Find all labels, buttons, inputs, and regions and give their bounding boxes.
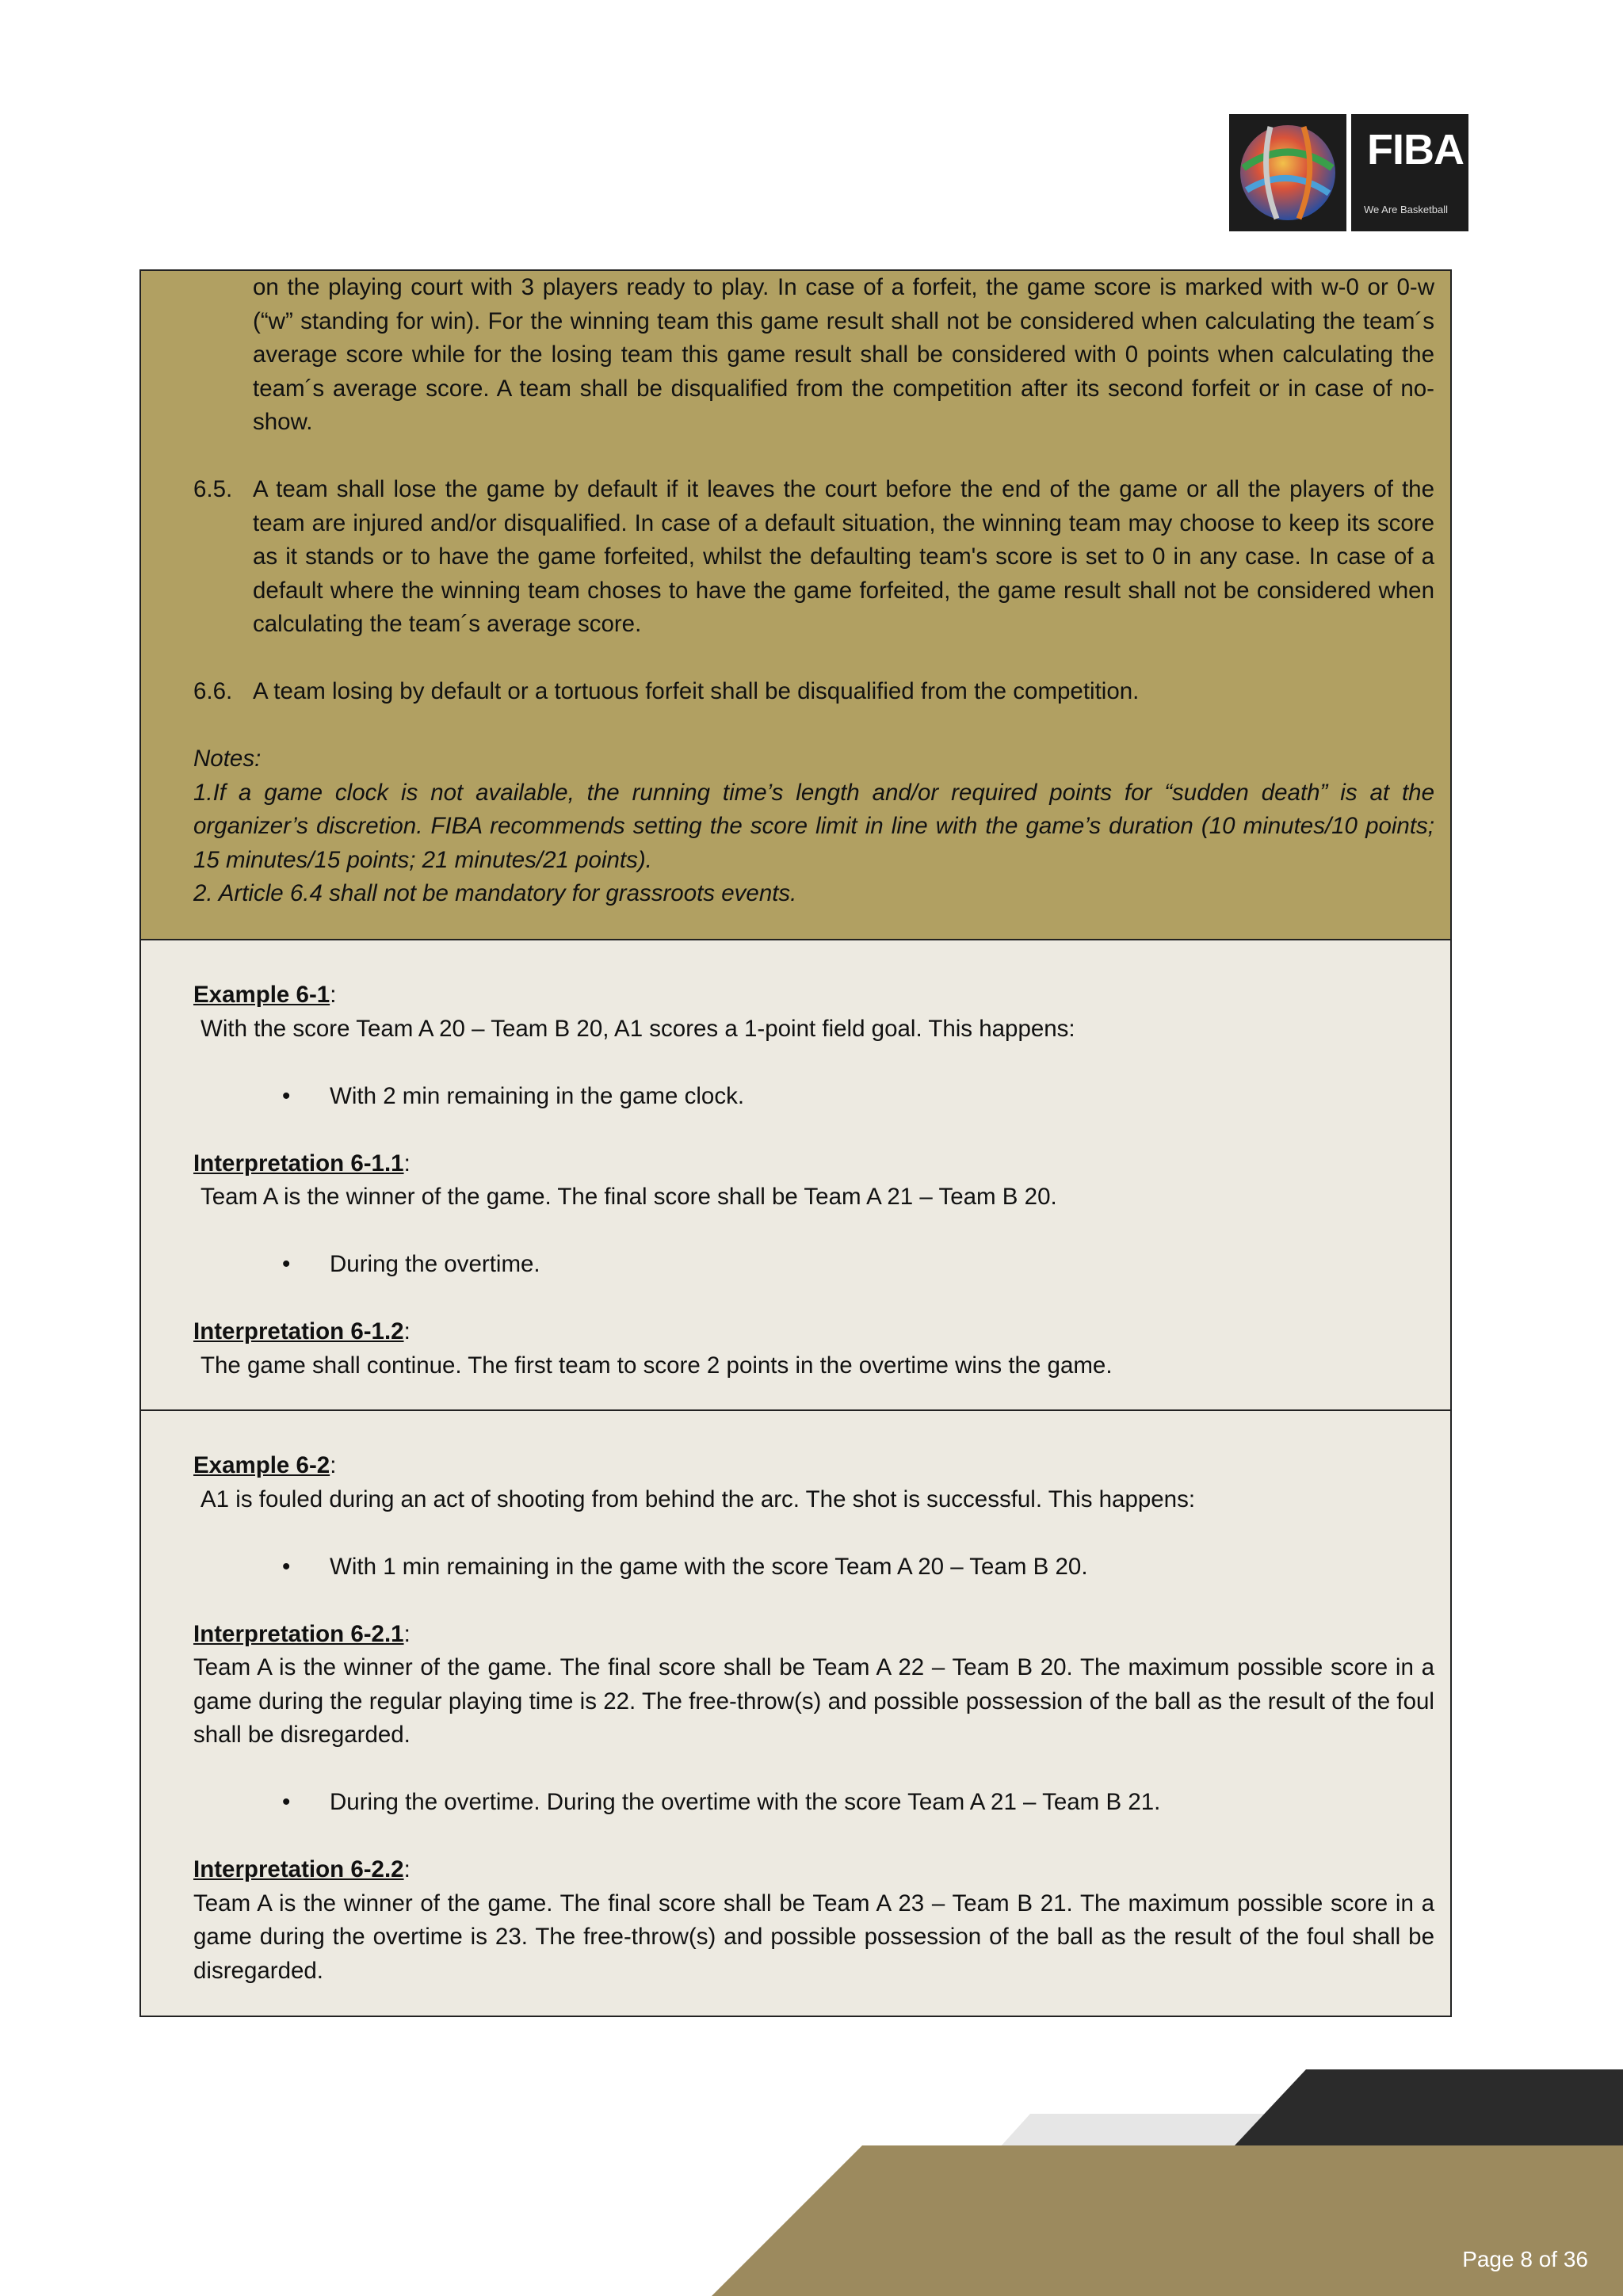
bullet-icon: • [282, 1553, 291, 1580]
note-2: 2. Article 6.4 shall not be mandatory for grassroots events. [193, 880, 797, 906]
example-6-1-section: Example 6-1: With the score Team A 20 – Team B 20, A1 scores a 1-point field goal. This happens: • With 2 min remaining in the game clock. Interpretation 6-1.1: Team A is the winner of the game. The final score shall be Team A 21 – Team B 20. • During the overtime. Interpretation 6-1.2: The game shall continue. The first team to score 2 points in the overtime wins the game. [141, 939, 1450, 1409]
fiba-tagline: We Are Basketball [1364, 204, 1448, 215]
rule-6-4-continuation: on the playing court with 3 players ready to play. In case of a forfeit, the game score is marked with w-0 or 0-w (“w” standing for win). For the winning team this game result shall not be considered when calculating the team´s average score while for the losing team this game result shall be considered with 0 points when calculating the team´s average score. A team shall be disqualified from the competition after its second forfeit or in case of no-show. [253, 274, 1434, 435]
rule-number: 6.5. [193, 476, 233, 502]
rule-text: A team losing by default or a tortuous forfeit shall be disqualified from the competition. [253, 678, 1140, 704]
example-title: Example 6-2 [193, 1452, 330, 1478]
interpretation-text: The game shall continue. The first team to score 2 points in the overtime wins the game. [200, 1352, 1113, 1379]
note-1: 1.If a game clock is not available, the running time’s length and/or required points for “sudden death” is at the organizer’s discretion. FIBA recommends setting the score limit in line with the game’s duration (10 minutes/10 points; 15 minutes/15 points; 21 minutes/21 points). [193, 779, 1434, 873]
notes-title: Notes: [193, 746, 262, 772]
interpretation-title: Interpretation 6-1.2 [193, 1318, 404, 1344]
bullet-text: During the overtime. [330, 1251, 540, 1277]
interpretation-text: Team A is the winner of the game. The final score shall be Team A 23 – Team B 21. The maximum possible score in a game during the overtime is 23. The free-throw(s) and possible possession of the ball as the result of the foul shall be disregarded. [193, 1890, 1434, 1984]
bullet-text: With 1 min remaining in the game with the score Team A 20 – Team B 20. [330, 1553, 1088, 1580]
example-6-2-section: Example 6-2: A1 is fouled during an act of shooting from behind the arc. The shot is successful. This happens: • With 1 min remaining in the game with the score Team A 20 – Team B 20. Interpretation 6-2.1: Team A is the winner of the game. The final score shall be Team A 22 – Team B 20. The maximum possible score in a game during the regular playing time is 22. The free-throw(s) and possible possession of the ball as the result of the foul shall be disregarded. • During the overtime. During the overtime with the score Team A 21 – Team B 21. Interpretation 6-2.2: Team A is the winner of the game. The final score shall be Team A 23 – Team B 21. The maximum possible score in a game during the overtime is 23. The free-throw(s) and possible possession of the ball as the result of the foul shall be disregarded. [141, 1409, 1450, 2016]
example-title: Example 6-1 [193, 982, 330, 1008]
bullet-icon: • [282, 1251, 291, 1277]
bullet-text: During the overtime. During the overtime with the score Team A 21 – Team B 21. [330, 1789, 1161, 1815]
bullet-text: With 2 min remaining in the game clock. [330, 1082, 745, 1109]
bullet-icon: • [282, 1082, 291, 1109]
page-number: Page 8 of 36 [1462, 2247, 1588, 2271]
example-intro: A1 is fouled during an act of shooting from behind the arc. The shot is successful. This happens: [200, 1486, 1196, 1512]
interpretation-text: Team A is the winner of the game. The final score shall be Team A 22 – Team B 20. The maximum possible score in a game during the regular playing time is 22. The free-throw(s) and possible possession of the ball as the result of the foul shall be disregarded. [193, 1654, 1434, 1748]
interpretation-title: Interpretation 6-1.1 [193, 1150, 404, 1177]
interpretation-text: Team A is the winner of the game. The final score shall be Team A 21 – Team B 20. [200, 1184, 1057, 1210]
example-intro: With the score Team A 20 – Team B 20, A1 scores a 1-point field goal. This happens: [200, 1015, 1075, 1042]
rule-number: 6.6. [193, 678, 233, 704]
interpretation-title: Interpretation 6-2.1 [193, 1620, 404, 1647]
bullet-icon: • [282, 1789, 291, 1815]
fiba-wordmark-text: FIBA [1367, 126, 1464, 174]
rule-text: A team shall lose the game by default if it leaves the court before the end of the game or all the players of the team are injured and/or disqualified. In case of a default situation, the winning team may choose to keep its score as it stands or to have the game forfeited, whilst the defaulting team's score is set to 0 in any case. In case of a default where the winning team choses to have the game forfeited, the game result shall not be considered when calculating the team´s average score. [253, 476, 1434, 637]
interpretation-title: Interpretation 6-2.2 [193, 1856, 404, 1882]
